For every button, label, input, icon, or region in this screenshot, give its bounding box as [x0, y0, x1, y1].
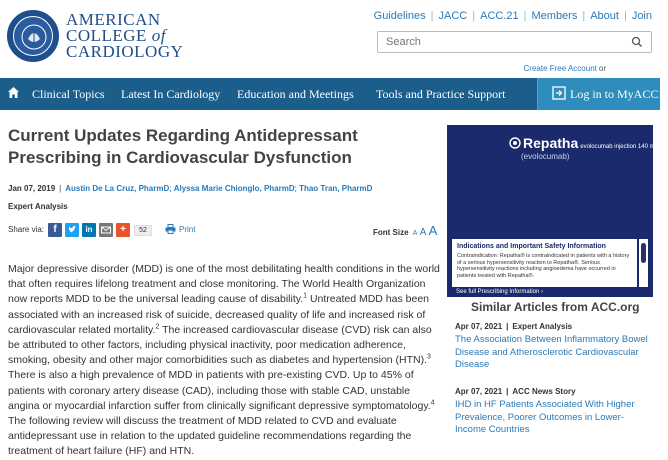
linkedin-icon[interactable]: in: [82, 223, 96, 237]
similar-date: Apr 07, 2021: [455, 387, 503, 396]
nav-latest-in-cardiology[interactable]: Latest In Cardiology: [121, 87, 221, 101]
create-account: [524, 64, 607, 73]
search-box: [377, 31, 652, 53]
similar-article-link[interactable]: IHD in HF Patients Associated With Higher Prevalence, Poorer Outcomes in Lower-Income Countries: [455, 399, 635, 435]
brand-line-2: COLLEGE of: [66, 26, 166, 45]
login-label: Log in to MyACC: [570, 87, 659, 101]
link-members[interactable]: Members: [531, 10, 578, 22]
more-share-icon[interactable]: +: [116, 223, 130, 237]
print-label: Print: [179, 225, 196, 234]
similar-article-item: Apr 07, 2021 | Expert Analysis The Association Between Inflammatory Bowel Disease and Atherosclerotic Cardiovascular Disease: [455, 322, 655, 372]
author-link[interactable]: Thao Tran, PharmD: [299, 184, 373, 193]
similar-type: ACC News Story: [512, 387, 576, 396]
twitter-icon[interactable]: [65, 223, 79, 237]
similar-article-item: Apr 07, 2021 | ACC News Story IHD in HF Patients Associated With Higher Prevalence, Poorer Outcomes in Lower-Income Countries: [455, 387, 655, 437]
font-size-large[interactable]: A: [428, 223, 438, 238]
font-size-label: Font Size: [373, 228, 409, 237]
login-icon: [552, 86, 566, 100]
nav-tools-and-practice-support[interactable]: Tools and Practice Support: [376, 87, 506, 101]
ad-scrollbar[interactable]: [639, 239, 648, 293]
article-title: Current Updates Regarding Antidepressant Prescribing in Cardiovascular Dysfunction: [8, 126, 358, 167]
home-icon[interactable]: [7, 86, 20, 99]
brand-wordmark[interactable]: [66, 12, 183, 60]
utility-links: Guidelines | JACC | ACC.21 | Members | About | Join: [373, 10, 652, 22]
link-about[interactable]: About: [590, 10, 619, 22]
link-join[interactable]: Join: [631, 10, 652, 22]
print-button[interactable]: [165, 224, 195, 234]
ad-generic-name: (evolocumab): [521, 152, 570, 161]
share-label: Share via:: [8, 225, 45, 234]
acc-seal-icon[interactable]: [7, 10, 59, 62]
author-link[interactable]: Austin De La Cruz, PharmD: [65, 184, 170, 193]
or-text: or: [598, 64, 606, 73]
sidebar-ad[interactable]: [447, 125, 668, 297]
brand-line-1: AMERICAN: [66, 10, 161, 29]
article-byline: Jan 07, 2019 | Austin De La Cruz, PharmD; Alyssa Marie Chionglo, PharmD; Thao Tran, PharmD: [8, 184, 373, 193]
ad-safety-info: [452, 239, 637, 293]
similar-date: Apr 07, 2021: [455, 322, 503, 331]
ad-isi-heading: Indications and Important Safety Information: [457, 243, 606, 250]
link-acc21[interactable]: ACC.21: [480, 10, 519, 22]
article-type: Expert Analysis: [8, 202, 68, 211]
nav-clinical-topics[interactable]: Clinical Topics: [32, 87, 105, 101]
site-header: [0, 0, 660, 78]
share-count: 52: [134, 225, 152, 236]
ad-brand: Repatha evolocumab injection 140 mg/mL: [509, 135, 668, 151]
link-jacc[interactable]: JACC: [438, 10, 468, 22]
print-icon: [165, 224, 176, 234]
font-size-control: [373, 223, 437, 238]
share-bar: [8, 223, 440, 239]
link-guidelines[interactable]: Guidelines: [373, 10, 426, 22]
brand-line-3: CARDIOLOGY: [66, 42, 184, 61]
search-input[interactable]: [378, 32, 618, 52]
article-body: Major depressive disorder (MDD) is one of the most debilitating health conditions in the world that often requires lifelong treatment and close monitoring. The World Health Organization now reports MDD to be the universal leading cause of disability.$^1$ Untreated MDD has been associated with an increased risk of suicide, decreased quality of life and increased risk of cardiovascular related mortality.$^2$ The increased cardiovascular disease (CVD) risk can also be attributed to other factors, including physical inactivity, poor medication adherence, smoking, obesity and other major comorbidities such as diabetes and hypertension (HTN).$^3$ There is also a high prevalence of MDD in patients with pre-existing CVD. Up to 45% of patients with coronary artery disease (CAD), including those with stable CAD, unstable angina or myocardial infarction suffer from clinically significant depressive symptomatology.$^4$ The following review will discuss the treatment of MDD related to CVD and evaluate antidepressant use in relation to the updated guideline recommendations regarding the treatment of heart failure (HF) and HTN.: [8, 263, 440, 458]
nav-education-and-meetings[interactable]: Education and Meetings: [237, 87, 354, 101]
main-nav: [0, 78, 660, 110]
facebook-icon[interactable]: f: [48, 223, 62, 237]
font-size-medium[interactable]: A: [419, 227, 427, 238]
similar-type: Expert Analysis: [512, 322, 573, 331]
font-size-small[interactable]: A: [412, 230, 418, 237]
article-date: Jan 07, 2019: [8, 184, 56, 193]
similar-article-link[interactable]: The Association Between Inflammatory Bowel Disease and Atherosclerotic Cardiovascular Disease: [455, 334, 648, 370]
ad-isi-text: Contraindication: Repatha® is contraindicated in patients with a history of a serious hypersensitivity reaction to Repatha®. Serious hypersensitivity reactions including angioedema have occurred in patients treated with Repatha®.: [457, 253, 630, 279]
search-icon[interactable]: [631, 36, 643, 48]
similar-articles-heading: Similar Articles from ACC.org: [471, 300, 640, 314]
ad-prescribing-link[interactable]: See full Prescribing Information ›: [452, 287, 648, 297]
author-link[interactable]: Alyssa Marie Chionglo, PharmD: [173, 184, 295, 193]
create-account-link[interactable]: Create Free Account: [523, 64, 597, 73]
login-button[interactable]: [537, 78, 660, 110]
email-icon[interactable]: [99, 223, 113, 237]
